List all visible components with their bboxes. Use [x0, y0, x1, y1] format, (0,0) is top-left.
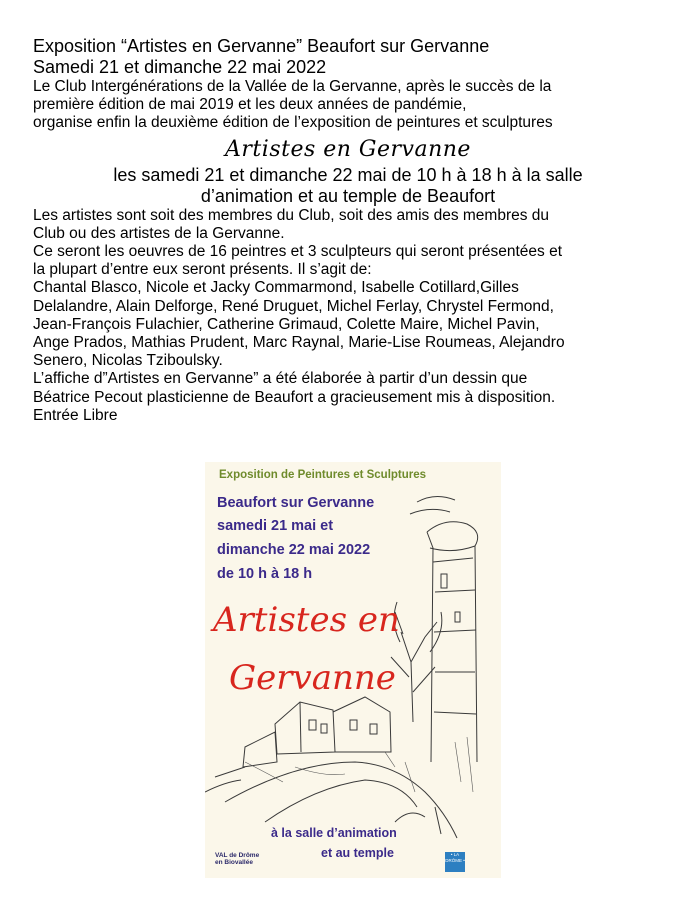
poster-date: samedi 21 mai et — [217, 518, 334, 534]
val-de-drome-logo: VAL de Drôme en Biovallée — [215, 852, 260, 866]
poster-title: Artistes en — [213, 600, 400, 640]
intro-line: Le Club Intergénérations de la Vallée de la Gervanne, après le succès de la — [33, 78, 552, 95]
article-dates: Samedi 21 et dimanche 22 mai 2022 — [33, 57, 327, 77]
artist-names-line: Ange Prados, Mathias Prudent, Marc Raynal, Marie-Lise Roumeas, Alejandro — [33, 334, 565, 352]
poster-title: Gervanne — [229, 658, 396, 698]
body-line: Club ou des artistes de la Gervanne. — [33, 224, 285, 242]
artist-names-line: Delalandre, Alain Delforge, René Druguet, Michel Ferlay, Chrystel Fermond, — [33, 297, 554, 315]
exhibition-poster — [205, 462, 501, 878]
artist-names-line: Senero, Nicolas Tziboulsky. — [33, 352, 223, 370]
poster-place: Beaufort sur Gervanne — [217, 495, 375, 511]
schedule-line: d’animation et au temple de Beaufort — [200, 185, 496, 206]
poster-expo-heading: Exposition de Peintures et Sculptures — [219, 469, 427, 481]
body-line: Les artistes sont soit des membres du Club, soit des amis des membres du — [33, 206, 550, 224]
poster-credit-line: Béatrice Pecout plasticienne de Beaufort a gracieusement mis à disposition. — [33, 388, 556, 406]
intro-line: organise enfin la deuxième édition de l’exposition de peintures et sculptures — [33, 114, 553, 132]
exhibition-name: Artistes en Gervanne — [225, 136, 471, 162]
article-title: Exposition “Artistes en Gervanne” Beaufort sur Gervanne — [33, 36, 490, 56]
poster-venue: et au temple — [321, 846, 394, 860]
poster-venue: à la salle d’animation — [271, 826, 397, 840]
entry-info: Entrée Libre — [33, 406, 118, 424]
poster-credit-line: L’affiche d”Artistes en Gervanne” a été élaborée à partir d’un dessin que — [33, 370, 528, 388]
article — [33, 36, 663, 425]
intro-line: première édition de mai 2019 et les deux années de pandémie, — [33, 96, 467, 114]
body-line: Ce seront les oeuvres de 16 peintres et 3 sculpteurs qui seront présentées et — [33, 243, 563, 261]
la-drome-logo: • LA DRÔME • — [445, 852, 465, 872]
artist-names-line: Chantal Blasco, Nicole et Jacky Commarmond, Isabelle Cotillard,Gilles — [33, 279, 519, 297]
body-line: la plupart d’entre eux seront présents. Il s’agit de: — [33, 261, 372, 279]
poster-date: dimanche 22 mai 2022 — [217, 542, 371, 558]
artist-names-line: Jean-François Fulachier, Catherine Grimaud, Colette Maire, Michel Pavin, — [33, 315, 540, 333]
schedule-line: les samedi 21 et dimanche 22 mai de 10 h à 18 h à la salle — [113, 164, 583, 185]
poster-hours: de 10 h à 18 h — [217, 566, 313, 582]
